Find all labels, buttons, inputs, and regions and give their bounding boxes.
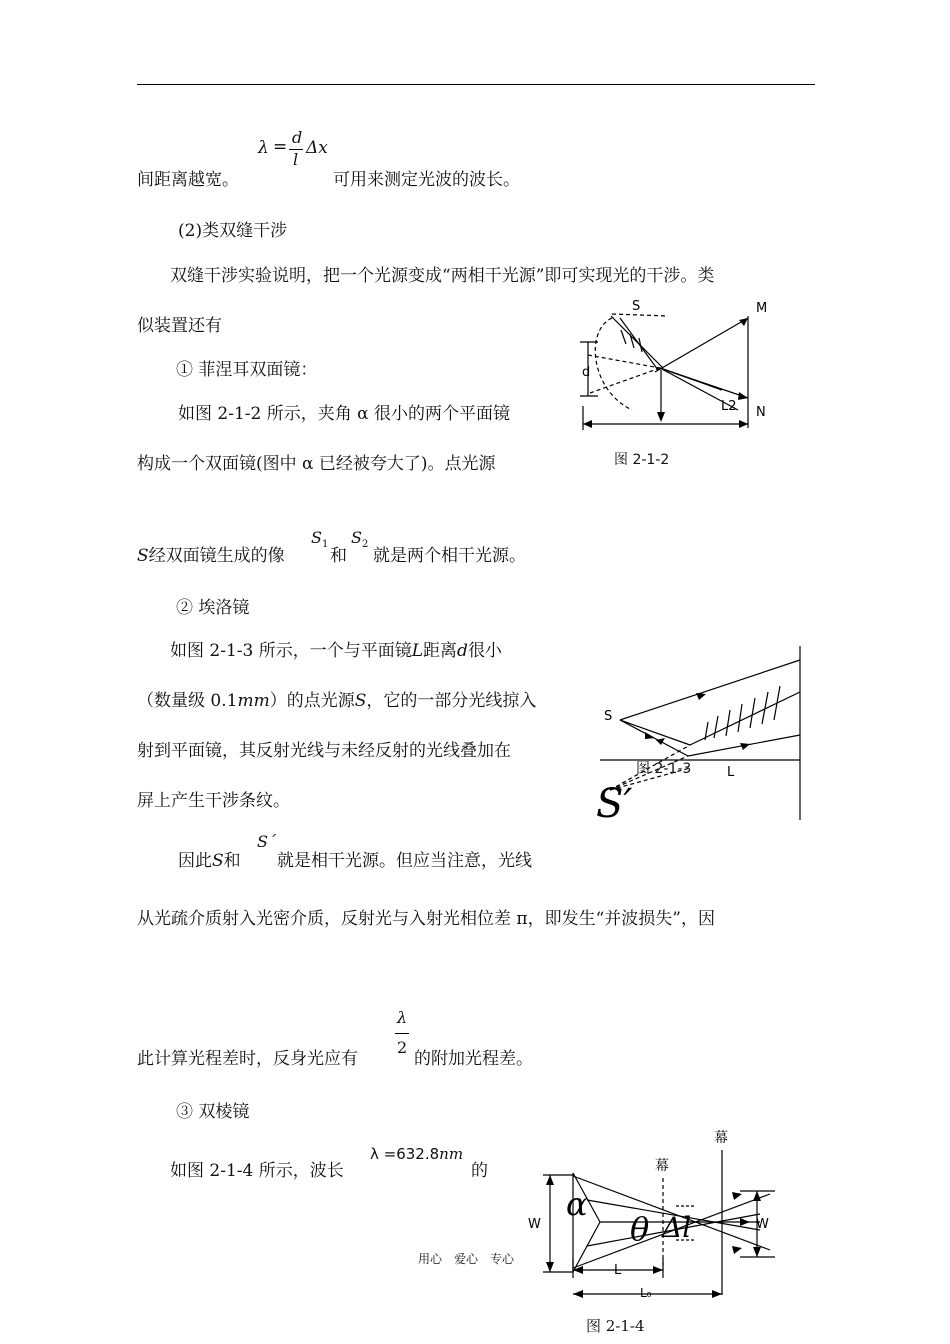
item2-line2-mm: mm	[237, 691, 270, 711]
item3-heading: ③ 双棱镜	[176, 1102, 250, 1122]
fraction-num: λ	[397, 1008, 408, 1027]
fig214-label-l0: L₀	[640, 1286, 652, 1300]
section2-heading: (2)类双缝干涉	[178, 221, 288, 241]
item3-lambda-expr: λ =632.8	[370, 1145, 440, 1163]
item2-line3: 射到平面镜，其反射光线与未经反射的光线叠加在	[137, 741, 511, 761]
item2-line5-b: 和	[223, 851, 241, 871]
item1-line2: 构成一个双面镜(图中 α 已经被夸大了)。点光源	[137, 454, 496, 474]
fig213-label-sprime: S′	[596, 781, 633, 827]
item2-s-prime: S´	[257, 832, 276, 851]
fig213-caption: 图 2-1-3	[636, 761, 692, 777]
item1-line3-a: 经双面镜生成的像	[148, 546, 285, 566]
item2-line7-b: 的附加光程差。	[414, 1049, 533, 1069]
item1-s: S	[137, 546, 149, 566]
fig214-label-screen1: 幕	[714, 1130, 728, 1146]
item1-line3-b: 就是两个相干光源。	[373, 546, 526, 566]
para2-line1: 双缝干涉实验说明，把一个光源变成“两相干光源”即可实现光的干涉。类	[170, 266, 715, 286]
fraction-den: 2	[397, 1038, 408, 1057]
item2-line5-s: S	[212, 851, 224, 871]
formula-lambda: λ	[258, 138, 269, 158]
item1-s1-letter: S	[311, 528, 322, 547]
item2-heading: ② 埃洛镜	[176, 598, 250, 618]
item2-line1-l: L	[411, 641, 424, 661]
item2-line2-b: ）的点光源	[269, 691, 355, 711]
item2-line1-d: d	[457, 641, 468, 661]
fig212-label-m: M	[756, 301, 768, 316]
item3-line1-a: 如图 2-1-4 所示，波长	[170, 1161, 344, 1181]
item2-line2-s: S	[354, 691, 367, 711]
fig214-label-theta: θ	[630, 1210, 650, 1248]
formula-num: d	[292, 128, 303, 147]
item1-line1: 如图 2-1-2 所示，夹角 α 很小的两个平面镜	[178, 404, 511, 424]
item2-line5-c: 就是相干光源。但应当注意，光线	[277, 851, 532, 871]
fig214-label-screen2: 幕	[655, 1158, 669, 1174]
fig212-label-d: d	[582, 365, 591, 380]
fig214-label-delta-l: Δl	[662, 1211, 692, 1244]
item2-line1-c: 很小	[467, 641, 502, 661]
item2-line1-a: 如图 2-1-3 所示，一个与平面镜	[170, 641, 412, 661]
item1-s2-sub: 2	[361, 539, 369, 551]
fig214-label-w-right: W	[756, 1217, 769, 1232]
formula-delta-x: Δx	[306, 138, 328, 158]
para1-after: 可用来测定光波的波长。	[333, 170, 520, 190]
item2-line1-b: 距离	[423, 641, 458, 661]
fig213-label-l: L	[727, 765, 735, 780]
item2-line2-c: ，它的一部分光线掠入	[366, 691, 537, 711]
item1-he: 和	[330, 546, 347, 566]
item1-heading: ① 菲涅耳双面镜：	[176, 360, 318, 380]
item2-line2-a: （数量级 0.1	[137, 691, 238, 711]
page-footer: 用心 爱心 专心	[418, 1252, 515, 1266]
fig214-caption: 图 2-1-4	[586, 1317, 645, 1335]
fig212-caption: 图 2-1-2	[614, 452, 670, 468]
para2-line2: 似装置还有	[137, 316, 222, 336]
fig214-label-l: L	[614, 1263, 622, 1278]
item2-line4: 屏上产生干涉条纹。	[137, 791, 290, 811]
fig212-label-l2: L2	[721, 399, 737, 414]
item3-lambda-unit: nm	[439, 1145, 464, 1163]
item2-line5-a: 因此	[178, 851, 212, 871]
formula-eq: =	[273, 137, 288, 157]
item3-line1-b: 的	[471, 1161, 488, 1181]
item2-line7-a: 此计算光程差时，反身光应有	[137, 1049, 358, 1069]
fig213-label-s: S	[604, 709, 613, 724]
fig214-label-w-left: W	[528, 1217, 541, 1232]
item1-s1-sub: 1	[321, 539, 329, 551]
formula-den: l	[293, 150, 299, 169]
para1-before: 间距离越宽。	[137, 170, 239, 190]
item1-s2-letter: S	[351, 528, 362, 547]
fig212-label-n: N	[756, 405, 766, 420]
fig214-label-alpha: α	[566, 1185, 588, 1223]
item2-line6: 从光疏介质射入光密介质，反射光与入射光相位差 π，即发生“并波损失”，因	[137, 909, 715, 929]
fig212-label-s: S	[632, 299, 641, 314]
